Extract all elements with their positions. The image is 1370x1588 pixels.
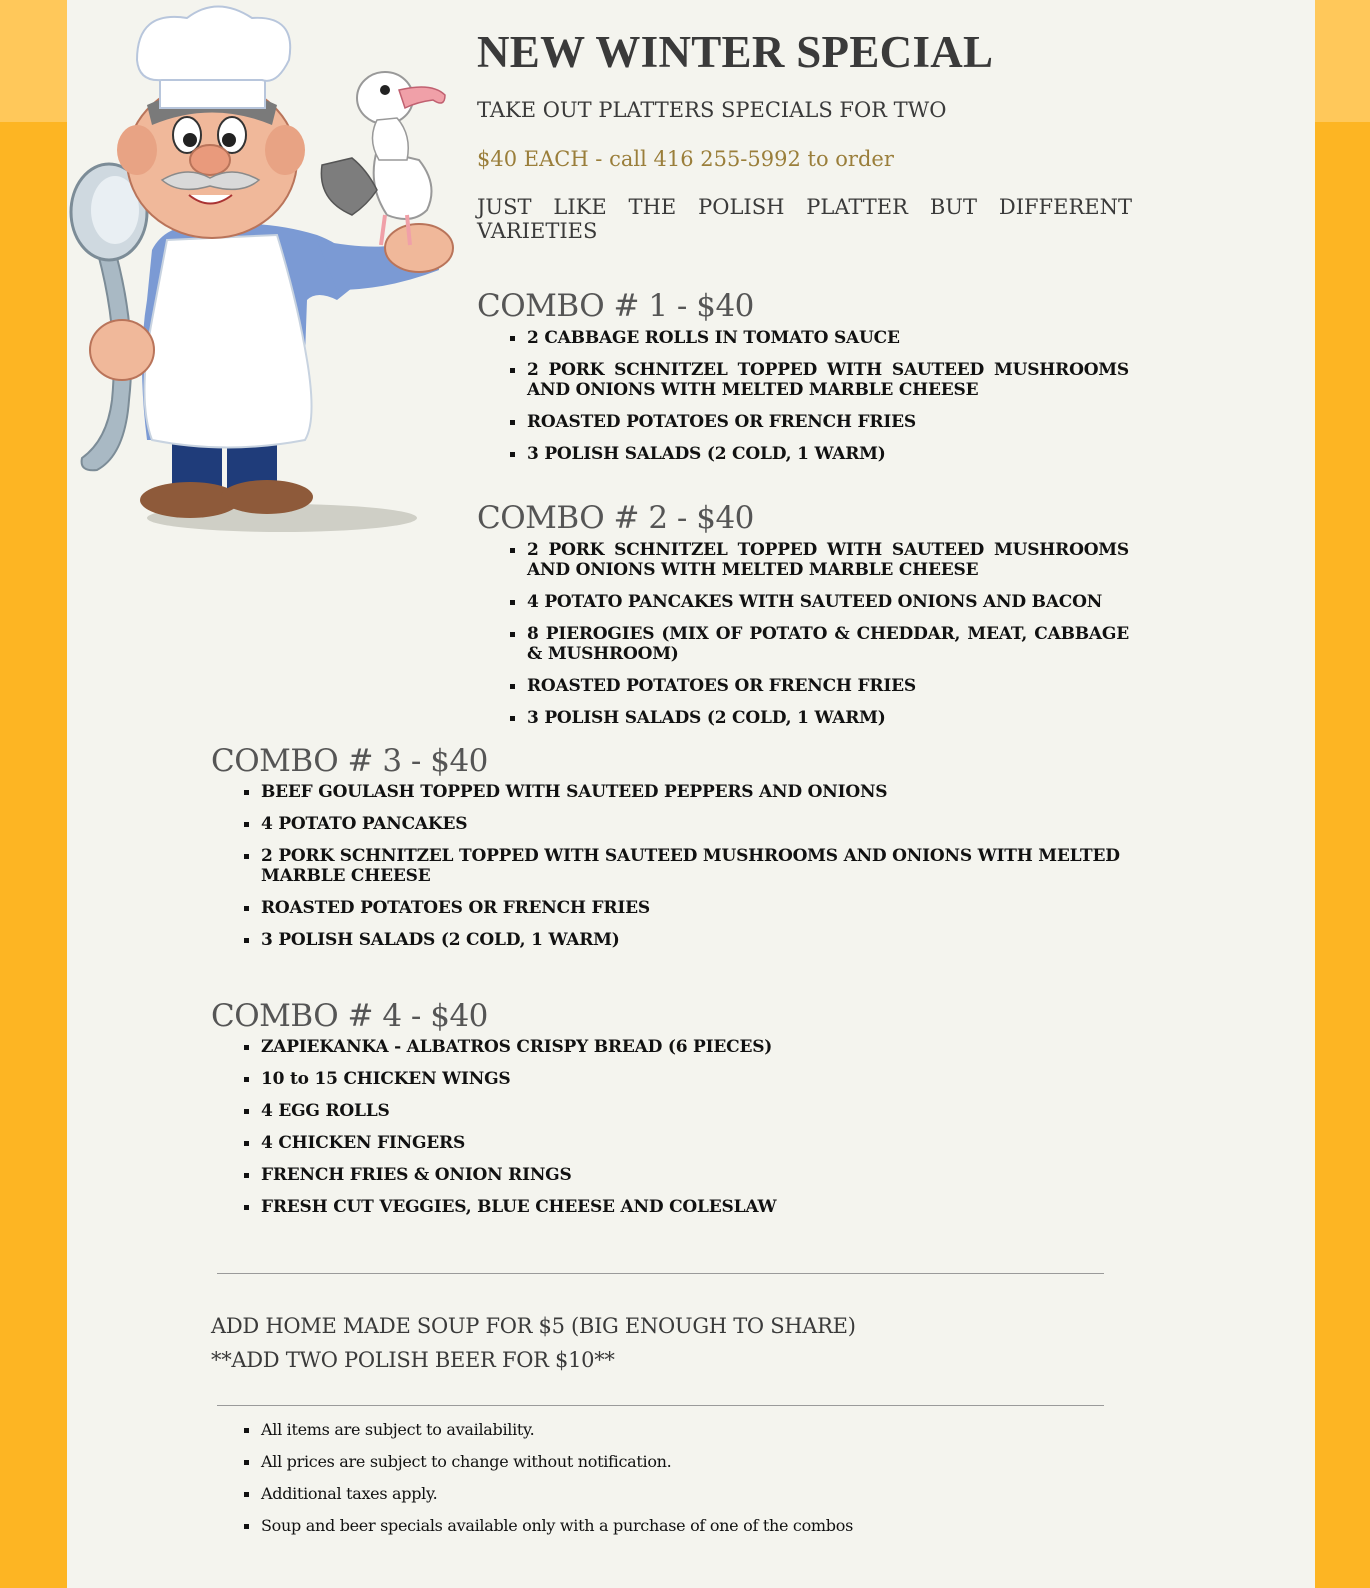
list-item: Additional taxes apply. bbox=[243, 1484, 853, 1504]
list-item: BEEF GOULASH TOPPED WITH SAUTEED PEPPERS AND ONIONS bbox=[243, 782, 1143, 802]
list-item: 2 PORK SCHNITZEL TOPPED WITH SAUTEED MUSHROOMS AND ONIONS WITH MELTED MARBLE CHEESE bbox=[509, 540, 1129, 580]
list-item: ROASTED POTATOES OR FRENCH FRIES bbox=[509, 412, 1129, 432]
list-item: All items are subject to availability. bbox=[243, 1420, 853, 1440]
list-item: ROASTED POTATOES OR FRENCH FRIES bbox=[509, 676, 1129, 696]
list-item: Soup and beer specials available only with a purchase of one of the combos bbox=[243, 1516, 853, 1536]
list-item: 4 CHICKEN FINGERS bbox=[243, 1133, 1143, 1153]
page-title: NEW WINTER SPECIAL bbox=[477, 27, 994, 77]
beer-addon: **ADD TWO POLISH BEER FOR $10** bbox=[211, 1348, 615, 1372]
list-item: 8 PIEROGIES (MIX OF POTATO & CHEDDAR, MEAT, CABBAGE & MUSHROOM) bbox=[509, 624, 1129, 664]
menu-page bbox=[67, 0, 1315, 1588]
soup-addon: ADD HOME MADE SOUP FOR $5 (BIG ENOUGH TO SHARE) bbox=[211, 1314, 856, 1338]
page-subtitle: TAKE OUT PLATTERS SPECIALS FOR TWO bbox=[477, 98, 947, 122]
list-item: 3 POLISH SALADS (2 COLD, 1 WARM) bbox=[243, 930, 1143, 950]
list-item: 4 EGG ROLLS bbox=[243, 1101, 1143, 1121]
list-item: 3 POLISH SALADS (2 COLD, 1 WARM) bbox=[509, 708, 1129, 728]
combo-4-title: COMBO # 4 - $40 bbox=[211, 998, 488, 1034]
combo-1-title: COMBO # 1 - $40 bbox=[477, 288, 754, 324]
combo-3-title: COMBO # 3 - $40 bbox=[211, 743, 488, 779]
list-item: 3 POLISH SALADS (2 COLD, 1 WARM) bbox=[509, 444, 1129, 464]
intro-text: JUST LIKE THE POLISH PLATTER BUT DIFFERENT VARIETIES bbox=[477, 195, 1132, 243]
list-item: 4 POTATO PANCAKES bbox=[243, 814, 1143, 834]
combo-4-items bbox=[243, 1037, 1143, 1229]
list-item: 2 CABBAGE ROLLS IN TOMATO SAUCE bbox=[509, 328, 1129, 348]
combo-1-items bbox=[509, 328, 1129, 476]
chef-with-albatross-icon bbox=[67, 0, 517, 560]
combo-2-items bbox=[509, 540, 1129, 740]
list-item: 10 to 15 CHICKEN WINGS bbox=[243, 1069, 1143, 1089]
list-item: 2 PORK SCHNITZEL TOPPED WITH SAUTEED MUSHROOMS AND ONIONS WITH MELTED MARBLE CHEESE bbox=[509, 360, 1129, 400]
list-item: 4 POTATO PANCAKES WITH SAUTEED ONIONS AND BACON bbox=[509, 592, 1129, 612]
divider-top bbox=[217, 1273, 1104, 1274]
combo-2-title: COMBO # 2 - $40 bbox=[477, 500, 754, 536]
list-item: ZAPIEKANKA - ALBATROS CRISPY BREAD (6 PIECES) bbox=[243, 1037, 1143, 1057]
fine-print-notes bbox=[243, 1420, 853, 1548]
divider-bottom bbox=[217, 1405, 1104, 1406]
list-item: ROASTED POTATOES OR FRENCH FRIES bbox=[243, 898, 1143, 918]
list-item: 2 PORK SCHNITZEL TOPPED WITH SAUTEED MUSHROOMS AND ONIONS WITH MELTED MARBLE CHEESE bbox=[243, 846, 1143, 886]
list-item: All prices are subject to change without notification. bbox=[243, 1452, 853, 1472]
list-item: FRESH CUT VEGGIES, BLUE CHEESE AND COLESLAW bbox=[243, 1197, 1143, 1217]
combo-3-items bbox=[243, 782, 1143, 962]
list-item: FRENCH FRIES & ONION RINGS bbox=[243, 1165, 1143, 1185]
price-order-line: $40 EACH - call 416 255-5992 to order bbox=[477, 147, 894, 171]
